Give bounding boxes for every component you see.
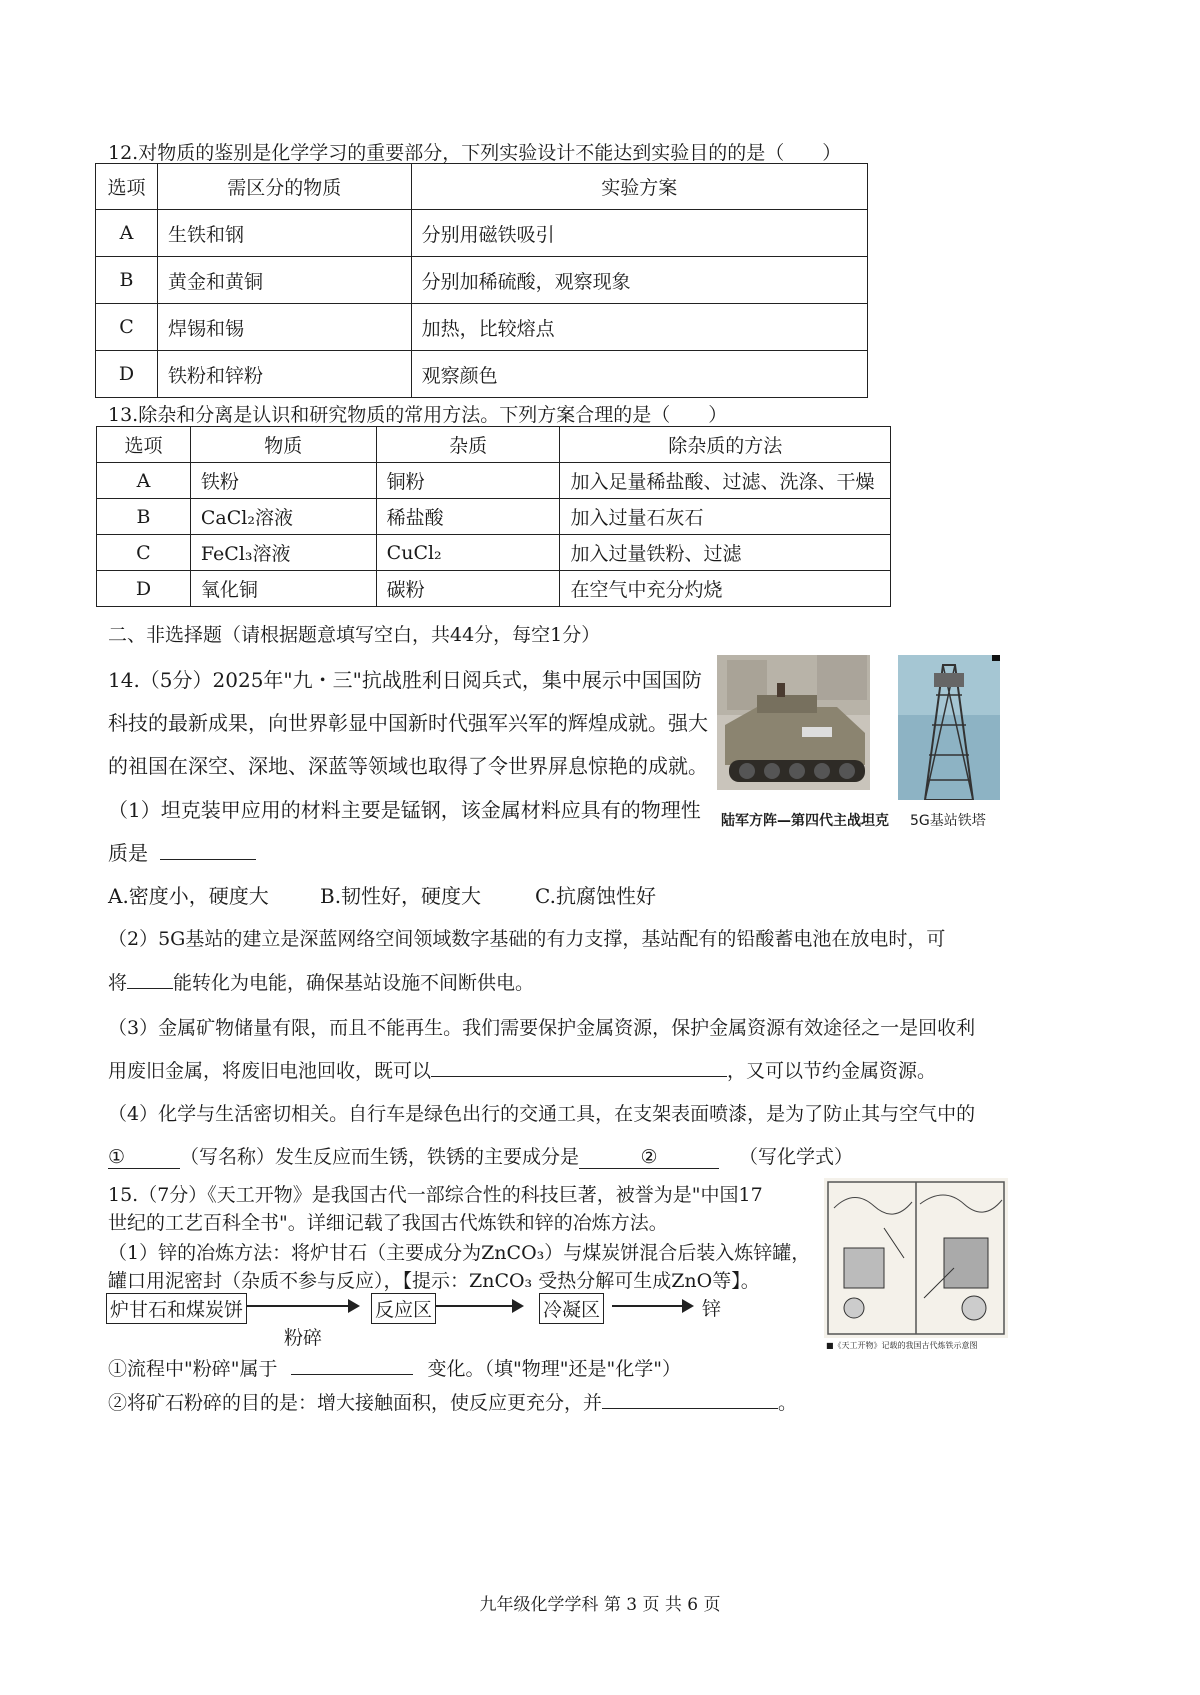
q15-part1: （1）锌的冶炼方法：将炉甘石（主要成分为ZnCO₃）与煤炭饼混合后装入炼锌罐， (108, 1242, 811, 1264)
table-cell: CaCl₂溶液 (190, 499, 376, 535)
q14-part2-pre: 将 (108, 972, 128, 994)
q15-sub1 (108, 1354, 681, 1381)
table-cell: B (96, 257, 158, 304)
table-cell: 黄金和黄铜 (157, 257, 411, 304)
table-row (96, 257, 868, 304)
option-a: A.密度小，硬度大 (108, 884, 269, 908)
illustration-caption: ■《天工开物》记载的我国古代炼铁示意图 (826, 1341, 978, 1350)
flow-arrow (246, 1305, 358, 1307)
table-cell: D (97, 571, 191, 607)
q14-part3: （3）金属矿物储量有限，而且不能再生。我们需要保护金属资源，保护金属资源有效途径之一是回收利 (108, 1017, 976, 1039)
q14-part1-stem (108, 837, 256, 866)
table-header-cell: 实验方案 (411, 164, 867, 210)
table-cell: 氧化铜 (190, 571, 376, 607)
table-cell: C (96, 304, 158, 351)
table-header-cell: 选项 (96, 164, 158, 210)
table-row (96, 304, 868, 351)
table-cell: 分别用磁铁吸引 (411, 210, 867, 257)
q14-part4-stem (108, 1142, 853, 1169)
table-header-cell: 需区分的物质 (157, 164, 411, 210)
answer-blank[interactable] (291, 1374, 413, 1375)
table-header-cell: 物质 (190, 427, 376, 463)
flow-box-raw: 炉甘石和煤炭饼 (106, 1293, 247, 1324)
ancient-smelting-illustration (824, 1178, 1008, 1338)
table-cell: 铁粉和锌粉 (157, 351, 411, 398)
table-cell: B (97, 499, 191, 535)
table-cell: 碳粉 (376, 571, 560, 607)
table-cell: D (96, 351, 158, 398)
q15-sub2-pre: ②将矿石粉碎的目的是：增大接触面积，使反应更充分，并 (108, 1392, 603, 1414)
table-cell: 加入过量石灰石 (560, 499, 891, 535)
table-cell: 加热，比较熔点 (411, 304, 867, 351)
flow-arrow (612, 1305, 692, 1307)
q15-part1: 罐口用泥密封（杂质不参与反应），【提示：ZnCO₃ 受热分解可生成ZnO等】。 (108, 1270, 760, 1292)
table-cell: CuCl₂ (376, 535, 560, 571)
table-cell: 观察颜色 (411, 351, 867, 398)
q13-table (96, 426, 891, 607)
flow-step-label: 粉碎 (284, 1327, 323, 1349)
q14-part1-label: 质是 (108, 841, 148, 865)
table-row (97, 571, 891, 607)
table-cell: 铁粉 (190, 463, 376, 499)
tank-photo (717, 655, 870, 790)
q15-sub1-pre: ①流程中"粉碎"属于 (108, 1358, 278, 1380)
table-row (97, 499, 891, 535)
q15-line: 世纪的工艺百科全书"。详细记载了我国古代炼铁和锌的冶炼方法。 (108, 1212, 668, 1234)
table-row (97, 535, 891, 571)
q14-part4-post: （写化学式） (739, 1146, 854, 1168)
answer-blank[interactable] (431, 1076, 727, 1077)
q14-part4: （4）化学与生活密切相关。自行车是绿色出行的交通工具，在支架表面喷漆，是为了防止其与空气中的 (108, 1103, 976, 1125)
q15-sub2 (108, 1388, 797, 1415)
table-cell: A (96, 210, 158, 257)
tower-caption: 5G基站铁塔 (910, 813, 986, 829)
table-header-cell: 除杂质的方法 (560, 427, 891, 463)
q14-line: 科技的最新成果，向世界彰显中国新时代强军兴军的辉煌成就。强大 (108, 711, 708, 735)
table-cell: 分别加稀硫酸，观察现象 (411, 257, 867, 304)
q14-part2: （2）5G基站的建立是深蓝网络空间领域数字基础的有力支撑，基站配有的铅酸蓄电池在放电时，可 (108, 928, 946, 950)
q14-part1: （1）坦克装甲应用的材料主要是锰钢，该金属材料应具有的物理性 (108, 798, 701, 822)
answer-blank[interactable] (108, 1146, 180, 1169)
q14-line: 14.（5分）2025年"九・三"抗战胜利日阅兵式，集中展示中国国防 (108, 668, 702, 692)
blank-number: ② (640, 1146, 658, 1168)
section-heading: 二、非选择题（请根据题意填写空白，共44分，每空1分） (108, 624, 601, 646)
q14-part3-pre: 用废旧金属，将废旧电池回收，既可以 (108, 1060, 432, 1082)
table-header-row (97, 427, 891, 463)
q15-sub2-post: 。 (778, 1392, 798, 1414)
table-cell: A (97, 463, 191, 499)
q14-part2-post: 能转化为电能，确保基站设施不间断供电。 (173, 972, 535, 994)
table-cell: 焊锡和锡 (157, 304, 411, 351)
table-cell: 加入足量稀盐酸、过滤、洗涤、干燥 (560, 463, 891, 499)
table-cell: 加入过量铁粉、过滤 (560, 535, 891, 571)
q15-sub1-post: 变化。（填"物理"还是"化学"） (427, 1358, 681, 1380)
table-cell: 在空气中充分灼烧 (560, 571, 891, 607)
table-row (97, 463, 891, 499)
q14-part4-mid: （写名称）发生反应而生锈，铁锈的主要成分是 (180, 1146, 580, 1168)
q12-table (95, 163, 868, 398)
answer-blank[interactable] (602, 1408, 778, 1409)
answer-blank[interactable] (160, 859, 256, 860)
table-cell: 生铁和钢 (157, 210, 411, 257)
flow-box-condense: 冷凝区 (539, 1293, 604, 1324)
option-c: C.抗腐蚀性好 (535, 884, 656, 908)
table-cell: FeCl₃溶液 (190, 535, 376, 571)
flow-arrow (436, 1305, 522, 1307)
tower-photo (898, 655, 1000, 800)
table-header-cell: 选项 (97, 427, 191, 463)
q12-stem: 12.对物质的鉴别是化学学习的重要部分，下列实验设计不能达到实验目的的是（ ） (108, 142, 842, 164)
answer-blank[interactable] (579, 1146, 719, 1169)
table-header-cell: 杂质 (376, 427, 560, 463)
blank-number: ① (108, 1146, 126, 1168)
q14-part3-post: ，又可以节约金属资源。 (727, 1060, 937, 1082)
flow-product: 锌 (702, 1298, 722, 1320)
q15-line: 15.（7分）《天工开物》是我国古代一部综合性的科技巨著，被誉为是"中国17 (108, 1184, 763, 1206)
q13-stem: 13.除杂和分离是认识和研究物质的常用方法。下列方案合理的是（ ） (108, 404, 728, 426)
q14-part3-stem (108, 1056, 936, 1083)
table-row (96, 351, 868, 398)
answer-blank[interactable] (127, 988, 173, 989)
page-footer: 九年级化学学科 第 3 页 共 6 页 (479, 1595, 721, 1615)
q14-part2-stem (108, 968, 534, 995)
tank-caption: 陆军方阵—第四代主战坦克 (721, 813, 889, 829)
table-row (96, 210, 868, 257)
table-header-row (96, 164, 868, 210)
q14-line: 的祖国在深空、深地、深蓝等领域也取得了令世界屏息惊艳的成就。 (108, 754, 708, 778)
option-b: B.韧性好，硬度大 (320, 884, 482, 908)
table-cell: 稀盐酸 (376, 499, 560, 535)
table-cell: 铜粉 (376, 463, 560, 499)
flow-box-reaction: 反应区 (371, 1293, 436, 1324)
table-cell: C (97, 535, 191, 571)
